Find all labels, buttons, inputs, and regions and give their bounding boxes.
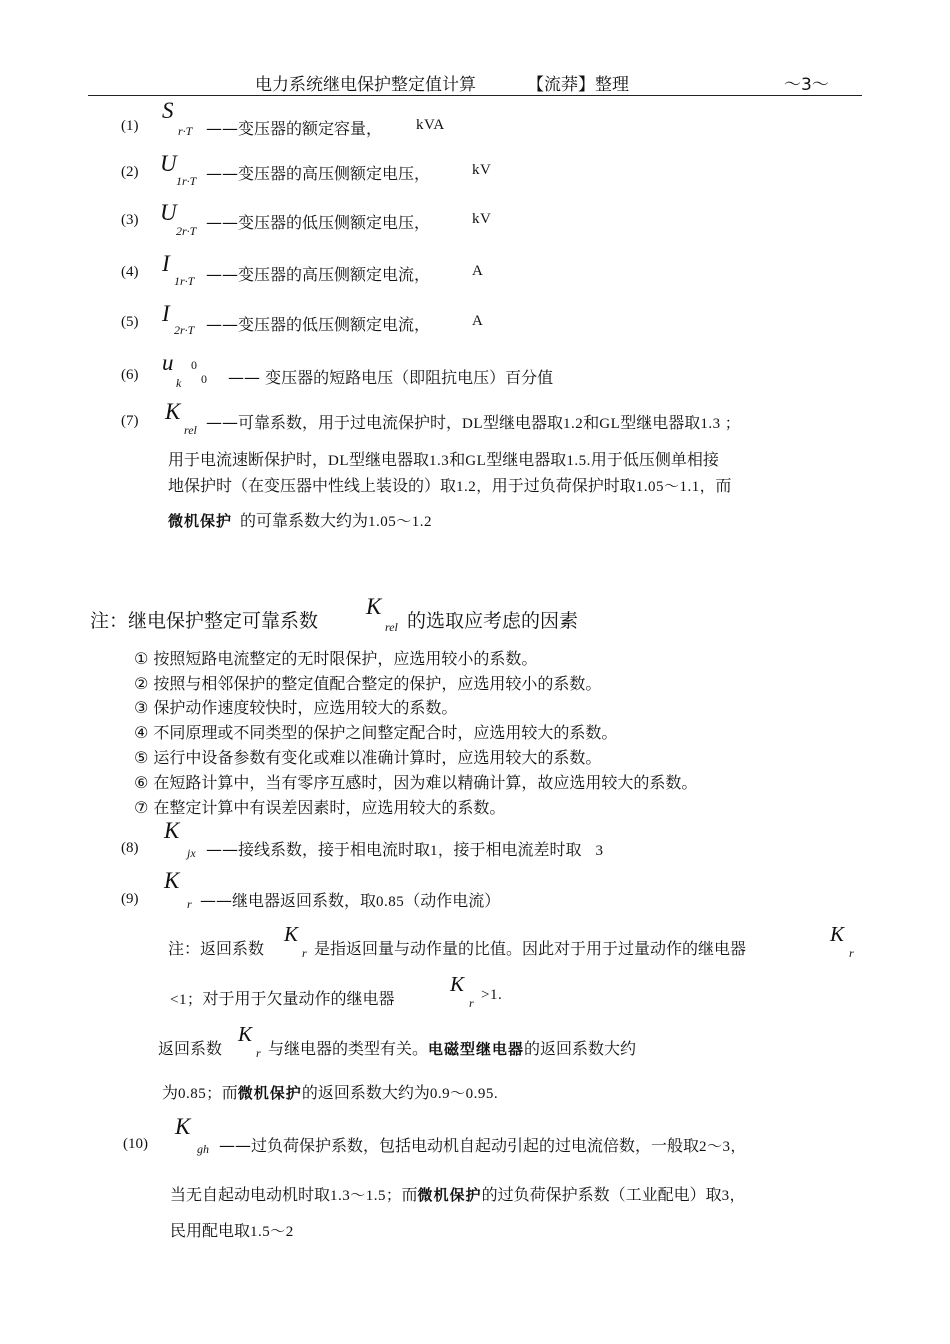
def-subscript-2: 0 <box>201 372 207 386</box>
item-9-note-2: <1；对于用于欠量动作的继电器 <box>170 989 395 1008</box>
kr-subscript: r <box>469 996 474 1010</box>
list-item: ② 按照与相邻保护的整定值配合整定的保护，应选用较小的系数。 <box>134 674 602 693</box>
item-10-line-2: 当无自起动电动机时取1.3～1.5；而微机保护的过负荷保护系数（工业配电）取3， <box>170 1185 746 1204</box>
def-symbol: U <box>160 200 177 225</box>
def-symbol: K <box>164 818 180 843</box>
def-subscript: 1r·T <box>174 274 195 288</box>
def-number: (3) <box>121 212 139 228</box>
def-number: (4) <box>121 264 139 280</box>
def-text: ——变压器的低压侧额定电流， <box>206 315 431 334</box>
def-unit: A <box>472 313 484 329</box>
emphasis-text: 微机保护 <box>168 512 233 530</box>
item-9-note-3a: 返回系数 <box>158 1039 223 1058</box>
def-number: (1) <box>121 118 139 134</box>
def-symbol: K <box>164 868 180 893</box>
def-unit: kV <box>472 211 492 227</box>
item-9-note-2c: >1. <box>481 987 503 1003</box>
def-text: —— 变压器的短路电压（即阻抗电压）百分值 <box>228 368 554 387</box>
emphasis-text: 电磁型继电器 <box>428 1040 525 1058</box>
item-7-line-4: 微机保护 的可靠系数大约为1.05～1.2 <box>168 511 433 530</box>
item-7-line-1: ——可靠系数，用于过电流保护时，DL型继电器取1.2和GL型继电器取1.3 ； <box>206 413 741 432</box>
def-unit: A <box>472 263 484 279</box>
def-number: (7) <box>121 413 139 429</box>
note-symbol: K <box>366 594 382 619</box>
kr-subscript: r <box>256 1046 261 1060</box>
def-number: (9) <box>121 891 139 907</box>
item-7-line-2: 用于电流速断保护时，DL型继电器取1.3和GL型继电器取1.5.用于低压侧单相接 <box>168 450 719 469</box>
def-symbol: I <box>162 251 170 276</box>
kr-symbol: K <box>238 1022 253 1046</box>
kr-symbol: K <box>284 922 299 946</box>
def-number: (10) <box>123 1136 148 1152</box>
def-unit: kVA <box>416 117 445 133</box>
def-number: (8) <box>121 840 139 856</box>
note-subscript: rel <box>385 620 398 634</box>
header-title: 电力系统继电保护整定值计算 <box>255 75 476 95</box>
def-number: (2) <box>121 164 139 180</box>
def-subscript: gh <box>197 1142 209 1156</box>
def-text: ——变压器的低压侧额定电压， <box>206 213 431 232</box>
kr-subscript: r <box>849 946 854 960</box>
list-item: ⑦ 在整定计算中有误差因素时，应选用较大的系数。 <box>134 798 506 817</box>
def-subscript: 2r·T <box>174 323 195 337</box>
header-editor: 【流莽】整理 <box>527 75 629 95</box>
kr-subscript: r <box>302 946 307 960</box>
list-item: ③ 保护动作速度较快时，应选用较大的系数。 <box>134 698 458 717</box>
note-title-suffix: 的选取应考虑的因素 <box>407 610 579 632</box>
item-8-text: ——接线系数，接于相电流时取1，接于相电流差时取 3 <box>206 840 604 859</box>
def-symbol: K <box>165 399 181 424</box>
note-title-prefix: 注：继电保护整定可靠系数 <box>90 610 319 632</box>
item-9-note-4: 为0.85；而微机保护的返回系数大约为0.9～0.95. <box>162 1083 499 1102</box>
header-rule <box>88 95 862 96</box>
item-9-note-1b: 是指返回量与动作量的比值。因此对于用于过量动作的继电器 <box>314 939 747 958</box>
def-symbol: u <box>162 350 174 375</box>
def-symbol: I <box>162 301 170 326</box>
item-9-text: ——继电器返回系数，取0.85（动作电流） <box>200 891 501 910</box>
def-unit: kV <box>472 162 492 178</box>
item-9-note-3b: 与继电器的类型有关。电磁型继电器的返回系数大约 <box>268 1039 637 1058</box>
item-7-line-3: 地保护时（在变压器中性线上装设的）取1.2，用于过负荷保护时取1.05～1.1，而 <box>168 476 732 495</box>
kr-symbol: K <box>450 972 465 996</box>
def-subscript: 2r·T <box>176 224 197 238</box>
def-superscript: 0 <box>191 358 197 372</box>
def-subscript: 1r·T <box>176 174 197 188</box>
def-subscript: r <box>187 897 192 911</box>
item-10-line-3: 民用配电取1.5～2 <box>170 1221 294 1240</box>
def-text: ——变压器的高压侧额定电压， <box>206 164 431 183</box>
item-10-line-1: ——过负荷保护系数，包括电动机自起动引起的过电流倍数，一般取2～3， <box>219 1136 747 1155</box>
def-number: (6) <box>121 367 139 383</box>
def-subscript: r·T <box>178 124 193 138</box>
list-item: ⑥ 在短路计算中，当有零序互感时，因为难以精确计算，故应选用较大的系数。 <box>134 773 698 792</box>
emphasis-text: 微机保护 <box>237 1084 302 1102</box>
def-subscript: jx <box>187 846 196 860</box>
list-item: ① 按照短路电流整定的无时限保护，应选用较小的系数。 <box>134 649 538 668</box>
def-number: (5) <box>121 314 139 330</box>
list-item: ④ 不同原理或不同类型的保护之间整定配合时，应选用较大的系数。 <box>134 723 618 742</box>
def-text: ——变压器的额定容量， <box>206 119 383 138</box>
emphasis-text: 微机保护 <box>417 1186 482 1204</box>
def-subscript: rel <box>184 423 197 437</box>
def-symbol: U <box>160 151 177 176</box>
kr-symbol: K <box>830 922 845 946</box>
item-9-note-1a: 注：返回系数 <box>168 939 265 958</box>
list-item: ⑤ 运行中设备参数有变化或难以准确计算时，应选用较大的系数。 <box>134 748 602 767</box>
page-number: ～3～ <box>784 75 829 95</box>
def-subscript: k <box>176 376 182 390</box>
def-text: ——变压器的高压侧额定电流， <box>206 265 431 284</box>
def-symbol: S <box>162 98 174 123</box>
def-symbol: K <box>175 1114 191 1139</box>
